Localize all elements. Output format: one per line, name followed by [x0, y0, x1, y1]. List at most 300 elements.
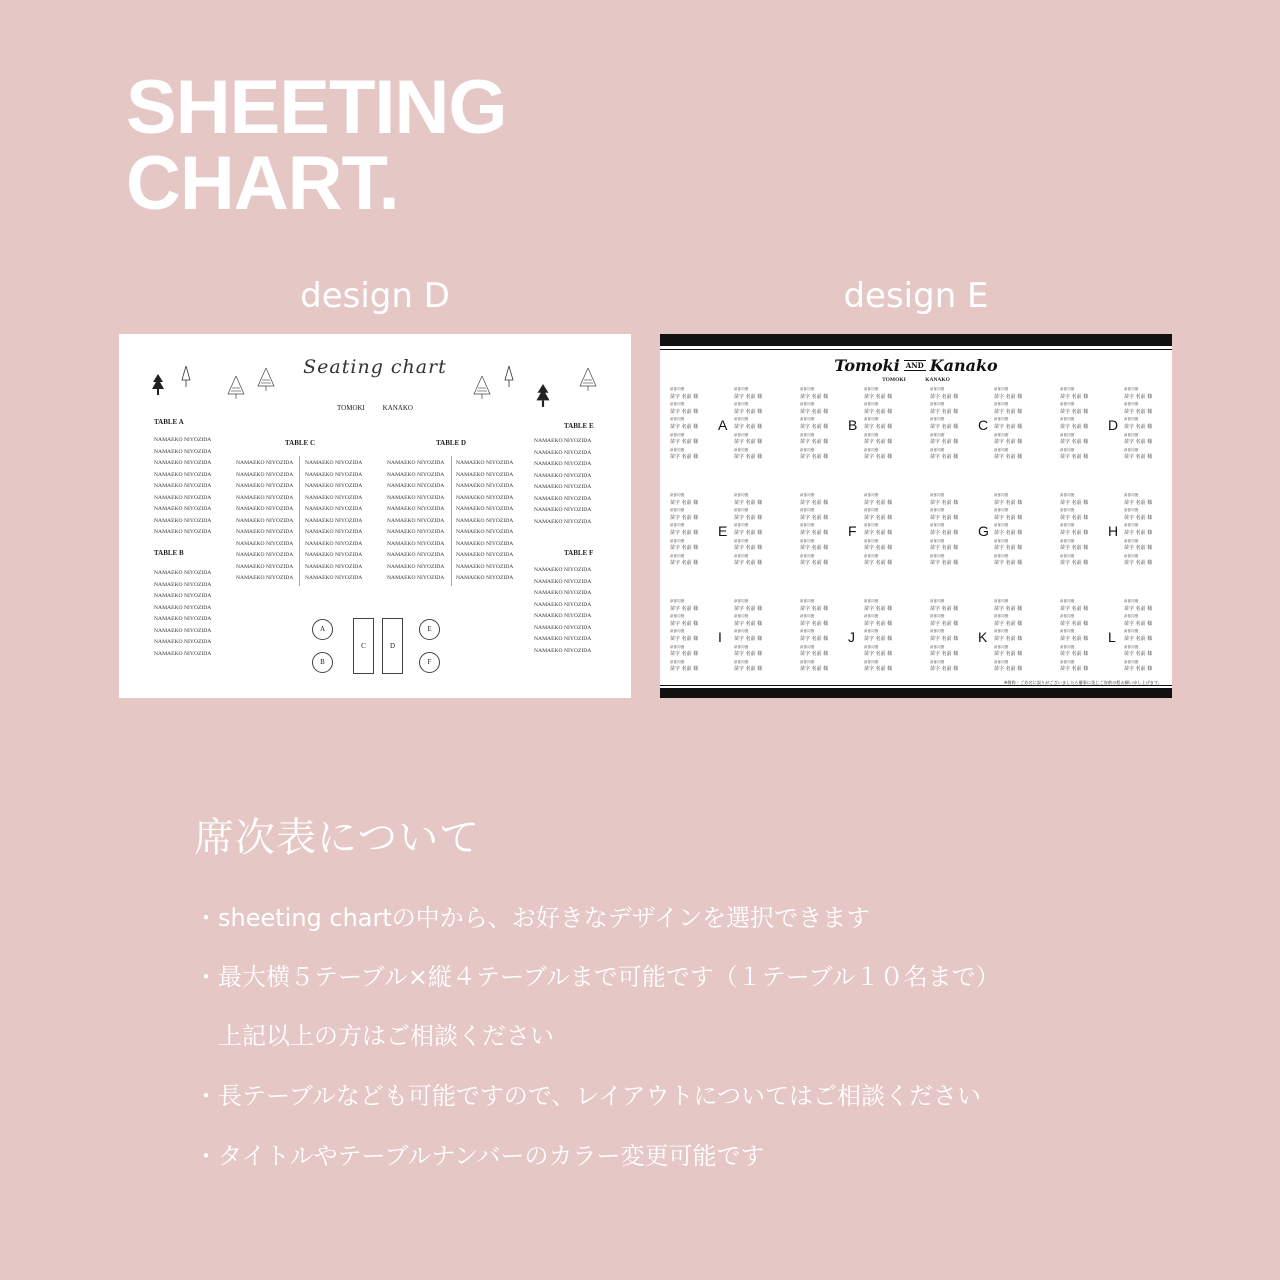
guest-name: NAMAEKO NIYOZIDA: [305, 529, 363, 535]
guest-title: 新郎同僚: [930, 644, 945, 649]
guest-name: 苗字 名前 様: [1060, 529, 1089, 536]
table-letter-c: C: [978, 417, 989, 433]
guest-title: 新郎同僚: [1060, 644, 1075, 649]
guest-title: 新郎同僚: [800, 417, 815, 422]
info-bullet-3: 上記以上の方はご相談ください: [194, 1022, 554, 1050]
table-i-guests-right: [734, 598, 762, 674]
guest-title: 新郎同僚: [670, 553, 685, 558]
guest-name: NAMAEKO NIYOZIDA: [154, 650, 212, 657]
guest-name: 苗字 名前 様: [864, 529, 893, 536]
guest-name: 苗字 名前 様: [800, 560, 829, 567]
guest-name: NAMAEKO NIYOZIDA: [154, 581, 212, 588]
guest-title: 新郎同僚: [864, 417, 879, 422]
guest-title: 新郎同僚: [994, 614, 1009, 619]
guest-name: NAMAEKO NIYOZIDA: [154, 604, 212, 611]
layout-table-f: F: [419, 652, 440, 673]
guest-title: 新郎同僚: [734, 432, 749, 437]
table-a-label: TABLE A: [154, 418, 184, 426]
guest-name: NAMAEKO NIYOZIDA: [456, 529, 514, 535]
guest-title: 新郎同僚: [1060, 493, 1075, 497]
guest-name: NAMAEKO NIYOZIDA: [154, 593, 212, 599]
guest-title: 新郎同僚: [994, 523, 1009, 528]
guest-title: 新郎同僚: [1060, 629, 1075, 634]
guest-name: NAMAEKO NIYOZIDA: [534, 578, 592, 585]
guest-title: 新郎同僚: [670, 644, 685, 649]
guest-name: NAMAEKO NIYOZIDA: [387, 494, 445, 501]
table-letter-k: K: [978, 629, 988, 645]
design-d-label: design D: [300, 276, 450, 316]
guest-name: NAMAEKO NIYOZIDA: [154, 529, 212, 535]
guest-title: 新郎同僚: [670, 538, 685, 543]
guest-title: 新郎同僚: [1060, 614, 1075, 619]
guest-name: 苗字 名前 様: [670, 651, 699, 658]
couple-names: TOMOKI KANAKO: [337, 404, 413, 412]
table-c-guests-right: [994, 386, 1022, 462]
table-k-guests-right: [994, 598, 1022, 674]
guest-name: 苗字 名前 様: [800, 499, 829, 506]
guest-name: 苗字 名前 様: [994, 605, 1023, 612]
table-d-label: TABLE D: [436, 439, 467, 447]
table-a-guest-list: [154, 435, 211, 539]
guest-name: 苗字 名前 様: [800, 514, 829, 521]
guest-title: 新郎同僚: [670, 402, 685, 407]
guest-title: 新郎同僚: [734, 538, 749, 543]
guest-title: 新郎同僚: [930, 432, 945, 437]
guest-name: 苗字 名前 様: [670, 620, 699, 627]
guest-title: 新郎同僚: [994, 447, 1009, 452]
design-e-label: design E: [843, 276, 989, 316]
guest-name: NAMAEKO NIYOZIDA: [154, 616, 212, 622]
table-d-guests-left: [1060, 386, 1088, 462]
layout-table-c: C: [353, 618, 374, 674]
guest-title: 新郎同僚: [1060, 417, 1075, 422]
guest-name: 苗字 名前 様: [930, 423, 959, 430]
guest-name: 苗字 名前 様: [994, 454, 1023, 461]
guest-name: 苗字 名前 様: [1124, 393, 1153, 400]
table-d-divider: [451, 456, 452, 586]
guest-name: 苗字 名前 様: [930, 499, 959, 506]
guest-title: 新郎同僚: [670, 387, 685, 391]
guest-name: 苗字 名前 様: [930, 529, 959, 536]
guest-name: NAMAEKO NIYOZIDA: [154, 460, 212, 466]
guest-title: 新郎同僚: [864, 432, 879, 437]
guest-title: 新郎同僚: [800, 432, 815, 437]
table-c-guests-left: [930, 386, 958, 462]
guest-title: 新郎同僚: [1060, 523, 1075, 528]
guest-title: 新郎同僚: [670, 493, 685, 497]
guest-title: 新郎同僚: [994, 538, 1009, 543]
guest-name: NAMAEKO NIYOZIDA: [236, 506, 294, 512]
guest-title: 新郎同僚: [670, 432, 685, 437]
guest-name: 苗字 名前 様: [670, 545, 699, 552]
guest-name: NAMAEKO NIYOZIDA: [534, 624, 592, 631]
guest-title: 新郎同僚: [1124, 402, 1139, 407]
table-a-guests-left: [670, 386, 698, 462]
guest-title: 新郎同僚: [994, 402, 1009, 407]
guest-title: 新郎同僚: [930, 538, 945, 543]
guest-title: 新郎同僚: [1124, 629, 1139, 634]
guest-name: NAMAEKO NIYOZIDA: [305, 552, 363, 558]
top-border: [660, 334, 1172, 346]
guest-name: 苗字 名前 様: [670, 605, 699, 612]
guest-name: 苗字 名前 様: [734, 560, 763, 567]
guest-name: NAMAEKO NIYOZIDA: [456, 552, 514, 558]
guest-title: 新郎同僚: [670, 447, 685, 452]
guest-title: 新郎同僚: [1060, 387, 1075, 391]
guest-name: 苗字 名前 様: [734, 514, 763, 521]
guest-name: 苗字 名前 様: [864, 651, 893, 658]
guest-name: NAMAEKO NIYOZIDA: [154, 437, 212, 443]
guest-name: 苗字 名前 様: [1124, 423, 1153, 430]
table-b-guests-left: [800, 386, 828, 462]
guest-title: 新郎同僚: [1124, 508, 1139, 513]
table-c-divider: [299, 456, 300, 586]
guest-title: 新郎同僚: [670, 523, 685, 528]
guest-name: 苗字 名前 様: [670, 408, 699, 415]
table-f-label: TABLE F: [564, 549, 594, 557]
guest-name: 苗字 名前 様: [670, 514, 699, 521]
guest-title: 新郎同僚: [1060, 538, 1075, 543]
guest-name: NAMAEKO NIYOZIDA: [534, 567, 592, 573]
guest-name: 苗字 名前 様: [1060, 514, 1089, 521]
guest-name: 苗字 名前 様: [670, 423, 699, 430]
guest-name: 苗字 名前 様: [800, 605, 829, 612]
guest-title: 新郎同僚: [994, 508, 1009, 513]
guest-name: 苗字 名前 様: [1060, 635, 1089, 642]
guest-title: 新郎同僚: [864, 387, 879, 391]
guest-title: 新郎同僚: [800, 629, 815, 634]
guest-name: 苗字 名前 様: [734, 529, 763, 536]
guest-title: 新郎同僚: [994, 553, 1009, 558]
guest-title: 新郎同僚: [1060, 402, 1075, 407]
guest-title: 新郎同僚: [1124, 417, 1139, 422]
guest-title: 新郎同僚: [734, 417, 749, 422]
guest-name: 苗字 名前 様: [800, 408, 829, 415]
guest-title: 新郎同僚: [800, 599, 815, 603]
guest-name: 苗字 名前 様: [864, 620, 893, 627]
table-f-guests-right: [864, 492, 892, 568]
guest-title: 新郎同僚: [994, 493, 1009, 497]
guest-name: 苗字 名前 様: [1060, 499, 1089, 506]
guest-name: NAMAEKO NIYOZIDA: [534, 484, 592, 490]
guest-title: 新郎同僚: [930, 599, 945, 603]
guest-name: NAMAEKO NIYOZIDA: [236, 540, 294, 547]
hero-title-line2: CHART.: [126, 141, 399, 226]
guest-name: NAMAEKO NIYOZIDA: [305, 575, 363, 581]
guest-name: 苗字 名前 様: [1124, 635, 1153, 642]
guest-name: NAMAEKO NIYOZIDA: [456, 540, 514, 547]
table-letter-b: B: [848, 417, 858, 433]
striped-tree-icon: [227, 376, 245, 400]
design-d-preview[interactable]: [119, 334, 631, 698]
guest-title: 新郎同僚: [930, 493, 945, 497]
guest-name: 苗字 名前 様: [734, 620, 763, 627]
couple-title: [660, 356, 1172, 375]
guest-title: 新郎同僚: [930, 508, 945, 513]
guest-title: 新郎同僚: [734, 447, 749, 452]
guest-title: 新郎同僚: [734, 523, 749, 528]
guest-title: 新郎同僚: [930, 629, 945, 634]
guest-title: 新郎同僚: [800, 508, 815, 513]
info-title: 席次表について: [194, 815, 481, 861]
guest-title: 新郎同僚: [930, 417, 945, 422]
guest-name: 苗字 名前 様: [800, 393, 829, 400]
guest-title: 新郎同僚: [994, 387, 1009, 391]
guest-name: 苗字 名前 様: [670, 499, 699, 506]
guest-name: 苗字 名前 様: [994, 499, 1023, 506]
guest-name: NAMAEKO NIYOZIDA: [154, 570, 212, 576]
guest-title: 新郎同僚: [800, 523, 815, 528]
guest-title: 新郎同僚: [930, 553, 945, 558]
guest-name: 苗字 名前 様: [800, 545, 829, 552]
guest-name: 苗字 名前 様: [994, 545, 1023, 552]
guest-name: 苗字 名前 様: [864, 605, 893, 612]
disclaimer-note: ※敬称・ご芳名に誤りがございましたら慶事に免じご容赦の程お願い申し上げます。: [1003, 680, 1162, 685]
guest-name: 苗字 名前 様: [1124, 560, 1153, 567]
guest-title: 新郎同僚: [864, 447, 879, 452]
layout-table-e: E: [419, 619, 440, 640]
guest-title: 新郎同僚: [1124, 553, 1139, 558]
guest-title: 新郎同僚: [994, 644, 1009, 649]
guest-title: 新郎同僚: [670, 417, 685, 422]
guest-title: 新郎同僚: [1124, 387, 1139, 391]
guest-title: 新郎同僚: [994, 599, 1009, 603]
guest-name: NAMAEKO NIYOZIDA: [534, 647, 592, 654]
layout-table-d: D: [382, 618, 403, 674]
table-letter-j: J: [848, 629, 855, 645]
guest-name: NAMAEKO NIYOZIDA: [236, 563, 294, 570]
guest-title: 新郎同僚: [1060, 659, 1075, 664]
bottom-rule: [660, 685, 1172, 686]
guest-name: 苗字 名前 様: [1060, 439, 1089, 446]
table-e-guest-list: [534, 436, 591, 528]
guest-name: 苗字 名前 様: [800, 635, 829, 642]
guest-title: 新郎同僚: [734, 644, 749, 649]
guest-name: NAMAEKO NIYOZIDA: [154, 448, 212, 455]
guest-title: 新郎同僚: [994, 432, 1009, 437]
guest-name: 苗字 名前 様: [1124, 408, 1153, 415]
guest-name: 苗字 名前 様: [1060, 454, 1089, 461]
guest-name: NAMAEKO NIYOZIDA: [236, 460, 294, 466]
guest-name: NAMAEKO NIYOZIDA: [236, 529, 294, 535]
guest-name: 苗字 名前 様: [1060, 620, 1089, 627]
guest-title: 新郎同僚: [930, 387, 945, 391]
guest-title: 新郎同僚: [734, 629, 749, 634]
guest-name: 苗字 名前 様: [734, 393, 763, 400]
table-letter-d: D: [1108, 417, 1119, 433]
table-d-guests-right: [1124, 386, 1152, 462]
guest-name: 苗字 名前 様: [800, 651, 829, 658]
guest-name: NAMAEKO NIYOZIDA: [305, 506, 363, 512]
guest-name: NAMAEKO NIYOZIDA: [154, 483, 212, 489]
guest-title: 新郎同僚: [930, 447, 945, 452]
guest-name: 苗字 名前 様: [1124, 529, 1153, 536]
guest-name: NAMAEKO NIYOZIDA: [387, 552, 445, 558]
guest-title: 新郎同僚: [1060, 432, 1075, 437]
guest-name: 苗字 名前 様: [734, 499, 763, 506]
table-h-guests-right: [1124, 492, 1152, 568]
guest-title: 新郎同僚: [1124, 447, 1139, 452]
table-h-guests-left: [1060, 492, 1088, 568]
guest-name: 苗字 名前 様: [1124, 545, 1153, 552]
guest-title: 新郎同僚: [800, 644, 815, 649]
guest-name: 苗字 名前 様: [670, 529, 699, 536]
guest-title: 新郎同僚: [1060, 553, 1075, 558]
guest-name: 苗字 名前 様: [1124, 620, 1153, 627]
guest-name: 苗字 名前 様: [1060, 408, 1089, 415]
guest-title: 新郎同僚: [734, 402, 749, 407]
table-e-label: TABLE E: [564, 422, 594, 430]
guest-name: NAMAEKO NIYOZIDA: [534, 449, 592, 456]
table-e-guests-left: [670, 492, 698, 568]
guest-title: 新郎同僚: [864, 402, 879, 407]
guest-title: 新郎同僚: [864, 538, 879, 543]
guest-title: 新郎同僚: [1060, 447, 1075, 452]
guest-name: NAMAEKO NIYOZIDA: [305, 563, 363, 570]
guest-title: 新郎同僚: [1124, 523, 1139, 528]
guest-name: 苗字 名前 様: [930, 439, 959, 446]
guest-title: 新郎同僚: [930, 614, 945, 619]
guest-title: 新郎同僚: [1060, 599, 1075, 603]
guest-name: 苗字 名前 様: [994, 423, 1023, 430]
guest-name: NAMAEKO NIYOZIDA: [534, 636, 592, 642]
hero-title: [126, 65, 507, 226]
table-d-guest-list-left: [387, 458, 444, 585]
guest-name: 苗字 名前 様: [1060, 560, 1089, 567]
guest-title: 新郎同僚: [1124, 644, 1139, 649]
guest-name: NAMAEKO NIYOZIDA: [305, 517, 363, 524]
guest-name: 苗字 名前 様: [1060, 651, 1089, 658]
guest-name: 苗字 名前 様: [734, 635, 763, 642]
guest-name: 苗字 名前 様: [994, 666, 1023, 673]
guest-name: NAMAEKO NIYOZIDA: [534, 495, 592, 502]
couple-title-left: Tomoki: [834, 356, 900, 375]
guest-name: 苗字 名前 様: [734, 666, 763, 673]
guest-title: 新郎同僚: [994, 659, 1009, 664]
guest-title: 新郎同僚: [734, 508, 749, 513]
guest-name: 苗字 名前 様: [670, 439, 699, 446]
guest-name: 苗字 名前 様: [1124, 651, 1153, 658]
info-bullet-5: ・タイトルやテーブルナンバーのカラー変更可能です: [194, 1142, 765, 1170]
table-g-guests-left: [930, 492, 958, 568]
info-bullet-2: ・最大横５テーブル×縦４テーブルまで可能です（１テーブル１０名まで）: [194, 963, 1000, 991]
guest-title: 新郎同僚: [734, 599, 749, 603]
guest-name: 苗字 名前 様: [800, 423, 829, 430]
guest-name: NAMAEKO NIYOZIDA: [456, 517, 514, 524]
guest-name: NAMAEKO NIYOZIDA: [236, 471, 294, 478]
guest-name: 苗字 名前 様: [1124, 605, 1153, 612]
guest-name: 苗字 名前 様: [994, 560, 1023, 567]
guest-title: 新郎同僚: [670, 629, 685, 634]
guest-name: 苗字 名前 様: [994, 529, 1023, 536]
design-e-preview[interactable]: [660, 334, 1172, 698]
guest-name: 苗字 名前 様: [864, 439, 893, 446]
guest-name: 苗字 名前 様: [734, 423, 763, 430]
guest-title: 新郎同僚: [800, 538, 815, 543]
guest-name: 苗字 名前 様: [1124, 666, 1153, 673]
guest-title: 新郎同僚: [864, 659, 879, 664]
table-letter-h: H: [1108, 523, 1119, 539]
guest-title: 新郎同僚: [734, 387, 749, 391]
guest-title: 新郎同僚: [1124, 493, 1139, 497]
table-letter-l: L: [1108, 629, 1116, 645]
info-bullet-4: ・長テーブルなども可能ですので、レイアウトについてはご相談ください: [194, 1082, 981, 1110]
guest-name: 苗字 名前 様: [930, 560, 959, 567]
seating-chart-title: Seating chart: [303, 356, 447, 378]
guest-name: 苗字 名前 様: [930, 605, 959, 612]
guest-title: 新郎同僚: [864, 508, 879, 513]
guest-name: NAMAEKO NIYOZIDA: [305, 494, 363, 501]
guest-title: 新郎同僚: [800, 659, 815, 664]
table-c-guest-list-right: [305, 458, 362, 585]
guest-name: NAMAEKO NIYOZIDA: [236, 517, 294, 524]
guest-title: 新郎同僚: [864, 614, 879, 619]
guest-title: 新郎同僚: [800, 387, 815, 391]
guest-name: 苗字 名前 様: [994, 408, 1023, 415]
guest-name: NAMAEKO NIYOZIDA: [456, 575, 514, 581]
guest-name: 苗字 名前 様: [864, 635, 893, 642]
guest-name: 苗字 名前 様: [930, 651, 959, 658]
guest-name: 苗字 名前 様: [734, 545, 763, 552]
guest-name: 苗字 名前 様: [734, 439, 763, 446]
table-c-label: TABLE C: [285, 439, 316, 447]
table-f-guests-left: [800, 492, 828, 568]
guest-name: NAMAEKO NIYOZIDA: [456, 563, 514, 570]
guest-name: NAMAEKO NIYOZIDA: [387, 563, 445, 570]
guest-name: 苗字 名前 様: [930, 454, 959, 461]
table-g-guests-right: [994, 492, 1022, 568]
guest-name: NAMAEKO NIYOZIDA: [154, 639, 212, 645]
guest-name: 苗字 名前 様: [1124, 454, 1153, 461]
table-l-guests-left: [1060, 598, 1088, 674]
guest-name: 苗字 名前 様: [930, 514, 959, 521]
guest-title: 新郎同僚: [734, 659, 749, 664]
guest-name: NAMAEKO NIYOZIDA: [236, 575, 294, 581]
guest-name: NAMAEKO NIYOZIDA: [154, 471, 212, 478]
bottom-border: [660, 688, 1172, 698]
guest-name: NAMAEKO NIYOZIDA: [387, 471, 445, 478]
table-c-guest-list-left: [236, 458, 293, 585]
hero-title-line1: SHEETING: [126, 65, 507, 150]
guest-name: NAMAEKO NIYOZIDA: [154, 494, 212, 501]
guest-name: 苗字 名前 様: [864, 393, 893, 400]
guest-title: 新郎同僚: [864, 629, 879, 634]
table-j-guests-left: [800, 598, 828, 674]
guest-name: 苗字 名前 様: [930, 635, 959, 642]
guest-name: 苗字 名前 様: [994, 620, 1023, 627]
guest-name: NAMAEKO NIYOZIDA: [387, 540, 445, 547]
guest-title: 新郎同僚: [930, 402, 945, 407]
guest-title: 新郎同僚: [734, 614, 749, 619]
guest-name: 苗字 名前 様: [864, 514, 893, 521]
guest-name: NAMAEKO NIYOZIDA: [236, 552, 294, 558]
table-letter-g: G: [978, 523, 989, 539]
guest-name: NAMAEKO NIYOZIDA: [387, 575, 445, 581]
table-j-guests-right: [864, 598, 892, 674]
guest-name: NAMAEKO NIYOZIDA: [305, 460, 363, 466]
guest-name: NAMAEKO NIYOZIDA: [387, 483, 445, 489]
guest-name: 苗字 名前 様: [1060, 423, 1089, 430]
guest-title: 新郎同僚: [734, 553, 749, 558]
guest-name: NAMAEKO NIYOZIDA: [154, 517, 212, 524]
table-b-guest-list: [154, 568, 211, 660]
striped-tree-icon: [473, 376, 491, 400]
guest-name: NAMAEKO NIYOZIDA: [456, 471, 514, 478]
guest-name: 苗字 名前 様: [864, 666, 893, 673]
table-k-guests-left: [930, 598, 958, 674]
guest-name: NAMAEKO NIYOZIDA: [534, 438, 592, 444]
guest-name: 苗字 名前 様: [930, 408, 959, 415]
